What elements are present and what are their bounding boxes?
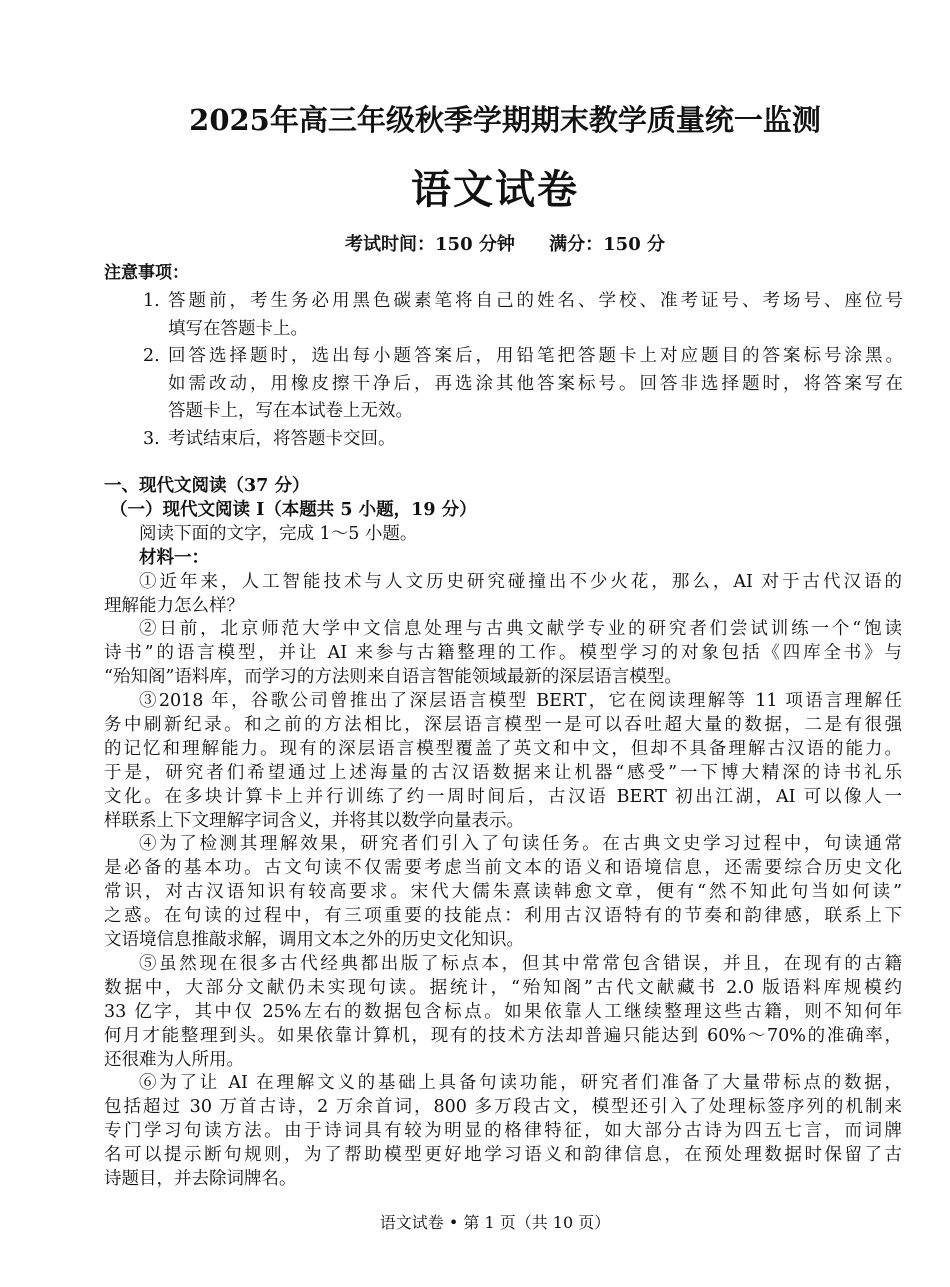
paragraph-line: 常识，对古汉语知识有较高要求。宋代大儒朱熹读韩愈文章，便有“然不知此句当如何读” (104, 882, 902, 903)
notice-item (143, 288, 903, 343)
paragraph-line: 33 亿字，其中仅 25%左右的数据包含标点。如果依靠人工继续整理这些古籍，则不知何年 (104, 1001, 902, 1022)
notice-line: 填写在答题卡上。 (168, 318, 308, 339)
notice-number: 3. (143, 428, 160, 449)
paragraph-line: 之惑。在句读的过程中，有三项重要的技能点：利用古汉语特有的节奏和韵律感，联系上下 (104, 906, 902, 927)
paragraph (104, 690, 902, 833)
paragraph-line: 于是，研究者们希望通过上述海量的古汉语数据来让机器“感受”一下博大精深的诗书礼乐 (104, 762, 902, 783)
exam-subject-title: 语文试卷 (411, 166, 579, 213)
notice-line: 答题前，考生务必用黑色碳素笔将自己的姓名、学校、准考证号、考场号、座位号 (168, 291, 903, 311)
material-paragraphs (104, 571, 902, 1192)
paragraph-line: 务中刷新纪录。和之前的方法相比，深层语言模型一是可以吞吐超大量的数据，二是有很强 (104, 715, 902, 735)
paragraph-line: 名可以提示断句规则，为了帮助模型更好地学习语义和韵律信息，在预处理数据时保留了古 (104, 1145, 902, 1166)
paragraph-line: 包括超过 30 万首古诗，2 万余首词，800 多万段古文，模型还引入了处理标签序列的机制来 (104, 1097, 902, 1118)
paragraph-line: 还很难为人所用。 (104, 1049, 244, 1070)
paragraph (104, 618, 902, 690)
paragraph-line: 的记忆和理解能力。现有的深层语言模型覆盖了英文和中文，但却不具备理解古汉语的能力。 (104, 738, 902, 759)
exam-meta (0, 230, 950, 256)
page-footer: 语文试卷 • 第 1 页（共 10 页） (379, 1213, 611, 1232)
reading-instruction: 阅读下面的文字，完成 1～5 小题。 (139, 523, 418, 544)
paragraph-line: ②日前，北京师范大学中文信息处理与古典文献学专业的研究者们尝试训练一个“饱读 (139, 619, 902, 640)
paragraph (104, 1072, 902, 1191)
paragraph-line: “殆知阁”语料库，而学习的方法则来自语言智能领域最新的深层语言模型。 (104, 667, 682, 688)
notice-heading: 注意事项： (104, 263, 189, 283)
full-score: 满分：150 分 (549, 234, 665, 255)
exam-title: 2025年高三年级秋季学期期末教学质量统一监测 (189, 103, 821, 137)
section-heading: 一、现代文阅读（37 分） (104, 476, 310, 496)
paragraph-line: 何月才能整理到头。如果依靠计算机，现有的技术方法却普遍只能达到 60%～70%的准确率， (104, 1025, 902, 1046)
notice-item (143, 426, 903, 454)
paragraph (104, 953, 902, 1072)
notice-number: 1. (143, 291, 160, 311)
paragraph-line: 专门学习句读方法。由于诗词具有较为明显的格律特征，如大部分古诗为四五七言，而词牌 (104, 1121, 902, 1142)
notice-number: 2. (143, 346, 160, 366)
notice-line: 如需改动，用橡皮擦干净后，再选涂其他答案标号。回答非选择题时，将答案写在 (168, 373, 903, 394)
notice-line: 考试结束后，将答题卡交回。 (168, 428, 396, 449)
paragraph-line: 文语境信息推敲求解，调用文本之外的历史文化知识。 (104, 930, 524, 951)
notice-line: 答题卡上，写在本试卷上无效。 (168, 401, 413, 421)
paragraph-line: 诗题目，并去除词牌名。 (104, 1168, 297, 1189)
paragraph-line: 文化。在多块计算卡上并行训练了约一周时间后，古汉语 BERT 初出江湖，AI 可以像人一 (104, 786, 902, 807)
material-label: 材料一： (139, 547, 209, 568)
paragraph-line: 样联系上下文理解字词含义，并将其以数学向量表示。 (104, 810, 524, 831)
paragraph-line: ③2018 年，谷歌公司曾推出了深层语言模型 BERT，它在阅读理解等 11 项语言理解任 (139, 691, 902, 712)
sub-section-heading: （一）现代文阅读 I（本题共 5 小题，19 分） (110, 499, 477, 520)
paragraph-line: ①近年来，人工智能技术与人文历史研究碰撞出不少火花，那么，AI 对于古代汉语的 (139, 571, 902, 592)
paragraph-line: 是必备的基本功。古文句读不仅需要考虑当前文本的语义和语境信息，还需要综合历史文化 (104, 858, 902, 879)
paragraph-line: 理解能力怎么样？ (104, 595, 244, 616)
exam-time: 考试时间：150 分钟 (345, 234, 515, 255)
paragraph-line: ⑥为了让 AI 在理解文义的基础上具备句读功能，研究者们准备了大量带标点的数据， (139, 1073, 902, 1094)
paragraph-line: 数据中，大部分文献仍未实现句读。据统计，“殆知阁”古代文献藏书 2.0 版语料库规模约 (104, 977, 902, 998)
notice-item (143, 343, 903, 426)
reading-section (104, 475, 902, 1192)
paragraph-line: ④为了检测其理解效果，研究者们引入了句读任务。在古典文史学习过程中，句读通常 (139, 834, 902, 855)
paragraph-line: 诗书”的语言模型，并让 AI 来参与古籍整理的工作。模型学习的对象包括《四库全书》与 (104, 643, 902, 664)
notice-list (143, 288, 903, 453)
paragraph-line: ⑤虽然现在很多古代经典都出版了标点本，但其中常常包含错误，并且，在现有的古籍 (139, 953, 902, 974)
paragraph (104, 833, 902, 952)
paragraph (104, 571, 902, 619)
notice-line: 回答选择题时，选出每小题答案后，用铅笔把答题卡上对应题目的答案标号涂黑。 (168, 346, 903, 366)
